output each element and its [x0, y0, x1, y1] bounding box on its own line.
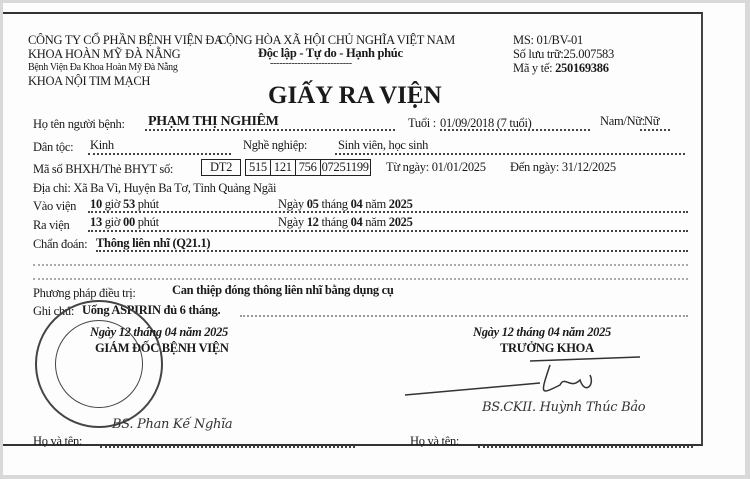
job-label: Nghề nghiệp:: [243, 138, 308, 152]
minute-unit: phút: [137, 197, 159, 211]
org-line3: Bệnh Viện Đa Khoa Hoàn Mỹ Đà Nẵng: [28, 62, 178, 73]
admission-month: 04: [350, 197, 363, 211]
insurance-box: 07251199: [321, 160, 369, 174]
medical-code: 250169386: [555, 61, 609, 75]
discharge-day: 12: [306, 215, 319, 229]
name-label: Họ tên người bệnh:: [33, 117, 125, 131]
insurance-box: DT2: [201, 159, 241, 176]
ethnicity-label: Dân tộc:: [33, 140, 74, 154]
insurance-from-date: Từ ngày: 01/01/2025: [386, 160, 486, 174]
discharge-label: Ra viện: [33, 218, 70, 232]
signature-icon: [400, 355, 650, 405]
org-line2: KHOA HOÀN MỸ ĐÀ NẴNG: [28, 47, 181, 61]
note: Uống ASPIRIN đủ 6 tháng.: [82, 303, 221, 317]
left-signer-name: BS. Phan Kế Nghĩa: [112, 417, 233, 432]
treatment: Can thiệp đóng thông liên nhĩ bằng dụng cụ: [172, 283, 394, 297]
left-sign-role: GIÁM ĐỐC BỆNH VIỆN: [95, 341, 229, 355]
year-label: năm: [365, 215, 386, 229]
patient-age: 01/09/2018 (7 tuổi): [440, 116, 532, 130]
motto: Độc lập - Tự do - Hạnh phúc: [258, 46, 403, 60]
left-name-label: Họ và tên:: [33, 434, 83, 448]
admission-year: 2025: [388, 197, 413, 211]
admission-day: 05: [306, 197, 319, 211]
separator: ---------------------------: [270, 58, 352, 69]
right-sign-date: Ngày 12 tháng 04 năm 2025: [473, 325, 612, 339]
treatment-label: Phương pháp điều trị:: [33, 286, 136, 300]
insurance-box: 515: [245, 159, 271, 176]
right-sign-role: TRƯỞNG KHOA: [500, 341, 594, 355]
hour-unit: giờ: [104, 197, 121, 211]
day-label: Ngày: [278, 215, 304, 229]
form-code: MS: 01/BV-01: [513, 33, 583, 47]
document-title: GIẤY RA VIỆN: [268, 82, 442, 109]
insurance-box: 756: [295, 159, 321, 176]
department: KHOA NỘI TIM MẠCH: [28, 74, 151, 88]
admission-label: Vào viện: [33, 199, 77, 213]
patient-name: PHẠM THỊ NGHIÊM: [148, 114, 279, 129]
medical-code-label: Mã y tế:: [513, 61, 553, 75]
diagnosis: Thông liên nhĩ (Q21.1): [96, 236, 211, 250]
admission-hour: 10: [90, 197, 102, 211]
insurance-to-date: Đến ngày: 31/12/2025: [510, 160, 616, 174]
insurance-label: Mã số BHXH/Thẻ BHYT số:: [33, 162, 174, 176]
archive-number: Số lưu trữ:25.007583: [513, 47, 614, 61]
nation-title: CỘNG HÒA XÃ HỘI CHỦ NGHĨA VIỆT NAM: [218, 33, 455, 47]
year-label: năm: [365, 197, 386, 211]
diagnosis-label: Chẩn đoán:: [33, 237, 88, 251]
org-line1: CÔNG TY CỔ PHẦN BỆNH VIỆN ĐA: [28, 33, 223, 47]
discharge-minute: 00: [123, 215, 135, 229]
hour-unit: giờ: [104, 215, 121, 229]
minute-unit: phút: [137, 215, 159, 229]
discharge-year: 2025: [388, 215, 413, 229]
address: Địa chỉ: Xã Ba Vì, Huyện Ba Tơ, Tỉnh Quảng Ngãi: [33, 181, 277, 195]
patient-gender: Nữ: [644, 114, 660, 128]
month-label: tháng: [321, 215, 348, 229]
left-sign-date: Ngày 12 tháng 04 năm 2025: [90, 325, 229, 339]
ethnicity: Kinh: [90, 138, 114, 152]
insurance-number: [202, 159, 371, 176]
age-label: Tuổi :: [408, 116, 436, 130]
insurance-box: 121: [270, 159, 296, 176]
admission-minute: 53: [123, 197, 135, 211]
gender-label: Nam/Nữ:: [600, 114, 645, 128]
right-name-label: Họ và tên:: [410, 434, 460, 448]
job: Sinh viên, học sinh: [338, 138, 429, 152]
discharge-hour: 13: [90, 215, 102, 229]
discharge-month: 04: [350, 215, 363, 229]
note-label: Ghi chú:: [33, 304, 74, 318]
month-label: tháng: [321, 197, 348, 211]
right-signer-name: BS.CKII. Huỳnh Thúc Bảo: [482, 400, 646, 415]
day-label: Ngày: [278, 197, 304, 211]
